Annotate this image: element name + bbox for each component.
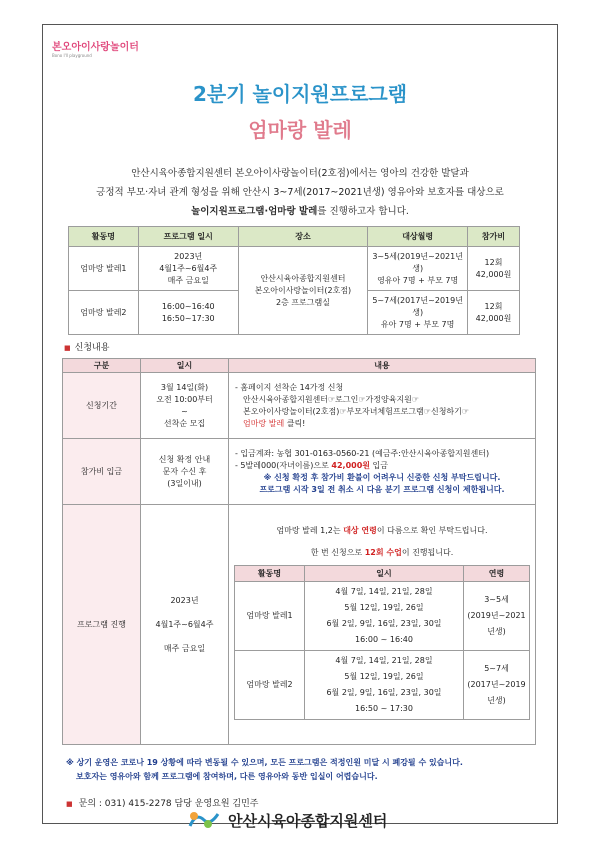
note-2-highlight: 12회 수업 — [364, 548, 402, 557]
header-cell: 일시 — [141, 359, 229, 373]
intro-line-3 — [60, 202, 540, 221]
period-line-4-rest: 클릭! — [284, 418, 306, 428]
fee-line-2-pre: - 5발레000(자녀이름)으로 — [235, 460, 332, 470]
program-run-date: 2023년 4월1주~6월4주 매주 금요일 — [141, 505, 229, 745]
apply-section-text: 신청내용 — [74, 343, 110, 353]
fee-amount: 42,000원 — [331, 460, 371, 470]
fee-label: 참가비 입금 — [63, 439, 141, 505]
header-cell: 장소 — [238, 227, 368, 247]
program-table — [68, 226, 520, 335]
schedule-dates: 4월 7일, 14일, 21일, 28일 5월 12일, 19일, 26일 6월 2일, 9일, 16일, 23일, 30일 16:50 ~ 17:30 — [305, 651, 464, 720]
schedule-header — [235, 566, 530, 582]
program-fee: 12회 42,000원 — [468, 247, 520, 291]
center-logo-icon — [186, 808, 222, 832]
schedule-name: 엄마랑 발레2 — [235, 651, 305, 720]
page-title: 2분기 놀이지원프로그램 — [192, 82, 408, 106]
table-row — [235, 582, 530, 651]
header-cell: 구분 — [63, 359, 141, 373]
period-line-4 — [235, 418, 529, 430]
note-2-post: 이 진행됩니다. — [401, 548, 454, 557]
header-cell: 활동명 — [235, 566, 305, 582]
apply-section-label — [64, 340, 109, 353]
contact-text: 문의 : 031) 415-2278 담당 운영요원 김민주 — [78, 799, 259, 809]
bullet-icon: ■ — [66, 800, 73, 808]
top-logo-text: 본오아이사랑놀이터 — [52, 42, 139, 53]
program-note-1 — [233, 525, 531, 537]
schedule-age: 5~7세 (2017년~2019 년생) — [464, 651, 530, 720]
intro-line-1: 안산시육아종합지원센터 본오아이사랑놀이터(2호점)에서는 영아의 건강한 발달과 — [131, 168, 469, 179]
bullet-icon: ■ — [64, 344, 71, 352]
note-1-post: 이 다름으로 확인 부탁드립니다. — [376, 526, 488, 535]
fee-line-1: - 입금계좌: 농협 301-0163-0560-21 (예금주:안산시육아종합지원센터) — [235, 448, 490, 458]
header-cell: 연령 — [464, 566, 530, 582]
note-line-2: 보호자는 영유아와 함께 프로그램에 참여하며, 다른 영유아와 동반 입실이 어렵습니다. — [76, 772, 378, 781]
period-line-1: - 홈페이지 선착순 14가정 신청 — [235, 382, 344, 392]
header-cell: 일시 — [305, 566, 464, 582]
top-logo-subtext: Bono I'll playground — [52, 53, 92, 58]
program-name: 엄마랑 발레1 — [69, 247, 139, 291]
top-logo — [52, 38, 139, 58]
note-line-1: ※ 상기 운영은 코로나 19 상황에 따라 변동될 수 있으며, 모든 프로그램은 적정인원 미달 시 폐강될 수 있습니다. — [66, 758, 463, 767]
note-2-pre: 한 번 신청으로 — [310, 548, 365, 557]
period-highlight: 엄마랑 발레 — [243, 418, 285, 428]
program-target: 5~7세(2017년~2019년생) 유아 7명 + 부모 7명 — [368, 291, 468, 335]
program-run-content — [229, 505, 536, 745]
apply-table-header — [63, 359, 536, 373]
fee-line-2-post: 입금 — [370, 460, 389, 470]
schedule-age: 3~5세 (2019년~2021 년생) — [464, 582, 530, 651]
period-label: 신청기간 — [63, 373, 141, 439]
program-date: 2023년 4월1주~6월4주 매주 금요일 — [138, 247, 238, 291]
fee-warning-1: ※ 신청 확정 후 참가비 환불이 어려우니 신중한 신청 부탁드립니다. — [263, 472, 501, 482]
period-line-3: 본오아이사랑놀이터(2호점)☞부모자녀체험프로그램☞신청하기☞ — [243, 406, 470, 416]
center-logo — [186, 808, 387, 832]
table-row — [69, 247, 520, 291]
apply-table — [62, 358, 536, 745]
header-cell: 활동명 — [69, 227, 139, 247]
program-time: 16:00~16:40 16:50~17:30 — [138, 291, 238, 335]
program-name: 엄마랑 발레2 — [69, 291, 139, 335]
header-cell: 내용 — [229, 359, 536, 373]
table-row — [63, 373, 536, 439]
intro-rest: 를 진행하고자 합니다. — [317, 206, 409, 217]
program-target: 3~5세(2019년~2021년생) 영유아 7명 + 부모 7명 — [368, 247, 468, 291]
header-cell: 대상월령 — [368, 227, 468, 247]
intro-text — [60, 164, 540, 221]
program-table-header — [69, 227, 520, 247]
fee-warning-2: 프로그램 시작 3일 전 취소 시 다음 분기 프로그램 신청이 제한됩니다. — [259, 484, 505, 494]
schedule-dates: 4월 7일, 14일, 21일, 28일 5월 12일, 19일, 26일 6월 2일, 9일, 16일, 23일, 30일 16:00 ~ 16:40 — [305, 582, 464, 651]
page-subtitle: 엄마랑 발레 — [248, 118, 352, 142]
table-row — [63, 505, 536, 745]
table-row — [63, 439, 536, 505]
note-1-pre: 엄마랑 발레 1,2는 — [276, 526, 344, 535]
header-cell: 프로그램 일시 — [138, 227, 238, 247]
fee-date: 신청 확정 안내 문자 수신 후 (3일이내) — [141, 439, 229, 505]
intro-bold: 놀이지원프로그램·엄마랑 발레 — [191, 206, 318, 217]
intro-line-2: 긍정적 부모·자녀 관계 형성을 위해 안산시 3~7세(2017~2021년생) 영유아와 보호자를 대상으로 — [96, 187, 504, 198]
program-fee: 12회 42,000원 — [468, 291, 520, 335]
header-cell: 참가비 — [468, 227, 520, 247]
notes — [66, 756, 542, 784]
program-note-2 — [233, 547, 531, 559]
table-row — [235, 651, 530, 720]
fee-content — [229, 439, 536, 505]
fee-line-2 — [235, 460, 529, 472]
period-line-2: 안산시육아종합지원센터☞로그인☞가정양육지원☞ — [243, 394, 420, 404]
period-date: 3월 14일(화) 오전 10:00부터 ~ 선착순 모집 — [141, 373, 229, 439]
program-place: 안산시육아종합지원센터 본오아이사랑놀이터(2호점) 2층 프로그램실 — [238, 247, 368, 335]
period-content — [229, 373, 536, 439]
schedule-name: 엄마랑 발레1 — [235, 582, 305, 651]
note-1-highlight: 대상 연령 — [343, 526, 377, 535]
schedule-table — [234, 565, 530, 720]
program-run-label: 프로그램 진행 — [63, 505, 141, 745]
center-logo-text: 안산시육아종합지원센터 — [228, 811, 388, 830]
